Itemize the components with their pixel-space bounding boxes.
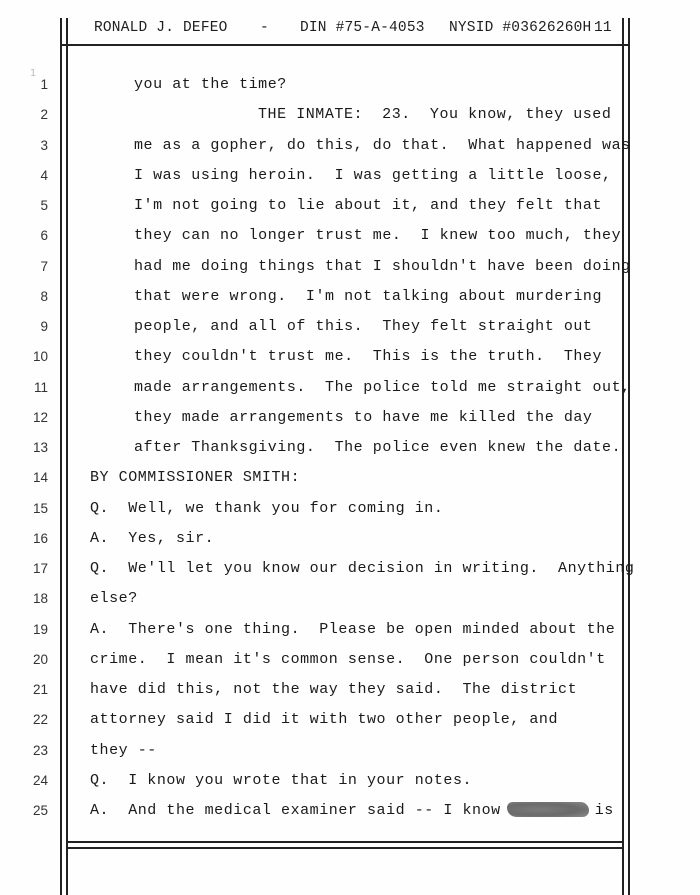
transcript-line-text: they made arrangements to have me killed the day [134, 408, 593, 426]
transcript-line-text: A. And the medical examiner said -- I know [90, 802, 501, 819]
transcript-line-text: I was using heroin. I was getting a little loose, [134, 166, 612, 184]
transcript-line-text: THE INMATE: 23. You know, they used [258, 106, 612, 124]
line-number: 24 [32, 772, 48, 788]
line-number: 9 [40, 319, 48, 334]
transcript-line-text: had me doing things that I shouldn't have been doing [134, 257, 631, 275]
transcript-line [134, 137, 631, 154]
transcript-line-text: that were wrong. I'm not talking about murdering [134, 287, 603, 305]
transcript-line [90, 621, 615, 638]
transcript-line [258, 106, 611, 123]
line-number: 19 [32, 621, 48, 637]
redaction-mark [507, 802, 589, 817]
line-number: 20 [32, 651, 48, 667]
transcript-line [134, 318, 592, 335]
transcript-line-text: else? [90, 590, 138, 608]
line-number: 11 [33, 379, 48, 395]
header-din: DIN #75-A-4053 [300, 20, 425, 36]
transcript-line-suffix: is [594, 802, 614, 819]
transcript-line [134, 76, 287, 93]
left-margin-line-inner [66, 18, 68, 895]
footer-rule-line-bottom [66, 847, 624, 849]
transcript-line [90, 742, 157, 759]
transcript-line-text: BY COMMISSIONER SMITH: [90, 469, 301, 487]
header-rule-line [60, 44, 630, 46]
transcript-line [134, 227, 621, 244]
transcript-line-text: after Thanksgiving. The police even knew the date. [134, 439, 622, 456]
line-number: 18 [32, 591, 48, 607]
line-number: 17 [32, 561, 48, 576]
transcript-line [90, 500, 443, 517]
transcript-line [134, 379, 631, 396]
transcript-line [90, 802, 614, 819]
line-number: 4 [40, 167, 48, 183]
transcript-line [134, 167, 612, 184]
transcript-line [90, 681, 577, 698]
transcript-line-text: Q. We'll let you know our decision in writing. Anything [90, 560, 635, 577]
transcript-line [90, 560, 634, 577]
transcript-line [134, 258, 631, 275]
transcript-line-text: people, and all of this. They felt straight out [134, 318, 593, 335]
line-number: 10 [32, 349, 48, 365]
transcript-line [90, 711, 558, 728]
transcript-line-text: I'm not going to lie about it, and they felt that [134, 197, 603, 214]
line-number: 21 [32, 682, 48, 697]
line-number: 23 [32, 742, 48, 758]
line-number: 15 [32, 500, 48, 516]
header-name: RONALD J. DEFEO [94, 20, 228, 36]
transcript-line [90, 530, 214, 547]
page-header [76, 20, 616, 44]
line-number: 14 [32, 470, 48, 486]
line-number: 22 [32, 712, 48, 728]
line-number: 12 [32, 409, 48, 425]
transcript-line-text: you at the time? [134, 76, 287, 93]
transcript-line-text: they couldn't trust me. This is the truth. They [134, 348, 603, 366]
transcript-line [134, 409, 592, 426]
line-number: 8 [40, 288, 48, 304]
line-number: 7 [40, 258, 48, 274]
left-margin-line-outer [60, 18, 62, 895]
line-number: 6 [40, 228, 48, 244]
header-nysid: NYSID #03626260H [449, 20, 592, 36]
transcript-line-text: Q. I know you wrote that in your notes. [90, 771, 473, 789]
line-number: 5 [40, 198, 48, 213]
transcript-line [90, 469, 300, 486]
transcript-line-text: they -- [90, 741, 157, 759]
transcript-line-text: A. There's one thing. Please be open minded about the [90, 620, 616, 638]
line-number: 16 [32, 530, 48, 546]
transcript-line [90, 590, 138, 607]
transcript-line [90, 772, 472, 789]
footer-rule-line-top [66, 841, 624, 843]
transcript-line [90, 651, 606, 668]
transcript-line [134, 348, 602, 365]
margin-mark: 1 [30, 68, 37, 79]
transcript-line [134, 288, 602, 305]
line-number: 2 [40, 107, 48, 123]
header-dash: - [260, 20, 269, 36]
line-number: 1 [40, 77, 48, 92]
transcript-line-text: made arrangements. The police told me straight out, [134, 378, 631, 396]
transcript-line-text: have did this, not the way they said. The district [90, 681, 578, 698]
line-number: 13 [32, 440, 48, 455]
transcript-line-text: me as a gopher, do this, do that. What happened was [134, 136, 631, 154]
line-number: 25 [32, 803, 48, 818]
transcript-line [134, 197, 602, 214]
transcript-line [134, 439, 621, 456]
transcript-line-text: A. Yes, sir. [90, 529, 215, 547]
line-number: 3 [40, 137, 48, 153]
transcript-line-text: Q. Well, we thank you for coming in. [90, 499, 444, 517]
transcript-line-text: crime. I mean it's common sense. One person couldn't [90, 650, 606, 668]
header-page-number: 11 [594, 20, 612, 36]
transcript-line-text: attorney said I did it with two other people, and [90, 711, 559, 729]
transcript-line-text: they can no longer trust me. I knew too much, they [134, 227, 622, 245]
